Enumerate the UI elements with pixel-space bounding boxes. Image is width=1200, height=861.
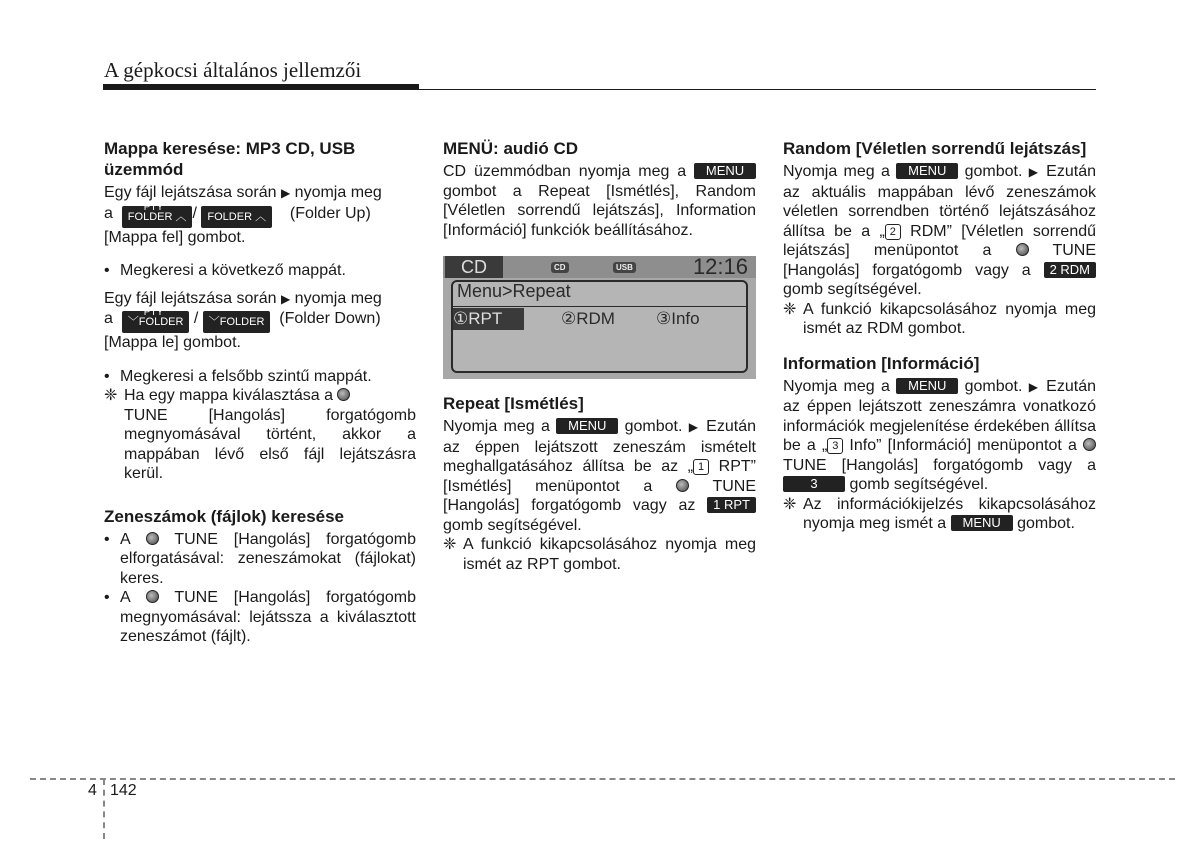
note	[443, 535, 756, 574]
section-heading-folder-search: Mappa keresése: MP3 CD, USB üzemmód	[104, 139, 356, 179]
info-3-button[interactable]: 3	[783, 476, 845, 492]
number-2-icon: 2	[885, 224, 901, 240]
pty-label: PTY	[143, 201, 164, 213]
lcd-mode-label: CD	[445, 256, 503, 278]
text: Egy fájl lejátszása során	[104, 289, 277, 307]
text: Egy fájl lejátszása során	[104, 184, 277, 201]
text: a	[104, 204, 113, 222]
rpt-button[interactable]: 1 RPT	[707, 497, 756, 513]
text: gomb segítségével.	[849, 476, 989, 493]
paragraph-menu	[443, 162, 756, 240]
usb-icon: USB	[613, 262, 636, 273]
page-header-title: A gépkocsi általános jellemzői	[104, 58, 362, 82]
paragraph-folder-down	[104, 289, 416, 353]
text: Nyomja meg a	[443, 418, 550, 435]
text: [Mappa le] gombot.	[104, 334, 241, 351]
note-icon: ❈	[783, 495, 797, 513]
folder-down-button[interactable]	[203, 311, 271, 333]
folder-label: FOLDER	[127, 210, 173, 223]
text: gombot.	[624, 418, 683, 435]
text: Megkeresi a felsőbb szintű mappát.	[120, 367, 372, 385]
text: TUNE [Hangolás] forgatógomb vagy a	[783, 456, 1096, 474]
list-item: • Megkeresi a következő mappát.	[104, 261, 416, 281]
column-left	[104, 138, 416, 647]
pty-folder-up-button[interactable]	[122, 201, 193, 228]
text: A funkció kikapcsolásához nyomja meg ismét az RDM gombot.	[803, 300, 1096, 337]
menu-button[interactable]: MENU	[556, 418, 618, 434]
folder-label: FOLDER	[138, 316, 184, 328]
paragraph-repeat	[443, 417, 756, 535]
note-icon: ❈	[783, 300, 797, 318]
text: /	[192, 204, 197, 222]
text: RPT” [Ismétlés] menüpontot a	[443, 458, 757, 495]
text: gombot.	[964, 377, 1023, 395]
text: Megkeresi a következő mappát.	[120, 262, 346, 279]
text: [Mappa fel] gombot.	[104, 228, 246, 246]
text: Info” [Információ] menüpontot a	[843, 437, 1077, 454]
lcd-divider	[453, 306, 746, 307]
lcd-clock: 12:16	[692, 254, 748, 279]
lcd-option-info: ③Info	[656, 309, 700, 328]
text: a	[104, 310, 113, 327]
text: Nyomja meg a	[783, 377, 890, 395]
header-rule-thin	[419, 89, 1096, 90]
text: TUNE [Hangolás] forgatógomb megnyomásával: lejátssza a kiválasztott zeneszámot (fájlt).	[120, 589, 416, 645]
text: Ezután az éppen lejátszott zeneszám ismételt meghallgatásához állítsa be az „	[443, 418, 756, 475]
number-1-icon: 1	[693, 459, 709, 475]
footer-rule	[30, 778, 1175, 780]
text: gombot.	[964, 163, 1023, 180]
text: Ezután az éppen lejátszott zeneszámra vonatkozó információk megjelenítése érdekében állítsa be a „	[783, 377, 1096, 454]
text: CD üzemmódban nyomja meg a	[443, 163, 687, 180]
text: TUNE [Hangolás] forgatógomb vagy az	[443, 477, 756, 514]
pty-folder-down-button[interactable]	[122, 307, 190, 333]
number-3-icon: 3	[827, 438, 843, 454]
paragraph-random	[783, 162, 1096, 300]
chevron-up-icon: ︿	[255, 210, 267, 223]
column-right	[783, 138, 1096, 534]
folder-label: FOLDER	[219, 316, 265, 328]
text: A funkció kikapcsolásához nyomja meg ismét az RPT gombot.	[463, 536, 756, 573]
tune-knob-icon	[146, 532, 159, 545]
play-icon: ▶	[688, 420, 700, 434]
column-middle	[443, 138, 756, 574]
paragraph-information	[783, 377, 1096, 495]
text: TUNE [Hangolás] forgatógomb elforgatásával: zeneszámokat (fájlokat) keres.	[120, 530, 416, 587]
list-item: • Megkeresi a felsőbb szintű mappát.	[104, 367, 416, 387]
lcd-option-rpt: ①RPT	[453, 308, 524, 330]
tune-knob-icon	[146, 590, 159, 603]
text: TUNE [Hangolás] forgatógomb vagy a	[783, 242, 1096, 279]
text: Ezután az aktuális mappában lévő zeneszámok véletlen sorrendben történő lejátszásához állítsa be a „	[783, 163, 1096, 240]
text: TUNE [Hangolás] forgatógomb megnyomásával történt, akkor a mappában lévő első fájl lejátszásra kerül.	[124, 406, 416, 482]
text: /	[193, 310, 199, 327]
note	[104, 386, 416, 484]
folder-label: FOLDER	[207, 210, 253, 223]
lcd-screen	[443, 256, 756, 379]
play-icon: ▶	[1028, 165, 1040, 179]
menu-button[interactable]: MENU	[896, 378, 958, 394]
text: gombot.	[1017, 515, 1075, 532]
chevron-down-icon: ﹀	[127, 316, 139, 328]
text: RDM” [Véletlen sorrendű lejátszás] menüpontot a	[783, 222, 1097, 259]
list-item: • A TUNE [Hangolás] forgatógomb megnyomásával: lejátssza a kiválasztott zeneszámot (fájlt).	[104, 589, 416, 645]
section-heading-repeat: Repeat [Ismétlés]	[443, 394, 584, 413]
tune-knob-icon	[337, 388, 350, 401]
tune-knob-icon	[676, 479, 689, 492]
text: A	[120, 589, 130, 606]
text: (Folder Up)	[289, 204, 371, 222]
text: nyomja meg	[294, 184, 382, 201]
text: gomb segítségével.	[783, 281, 922, 298]
play-icon: ▶	[280, 186, 291, 200]
text: nyomja meg	[294, 289, 382, 307]
pty-label: PTY	[143, 307, 164, 318]
section-heading-menu-audio-cd: MENÜ: audió CD	[443, 139, 579, 158]
note	[783, 495, 1096, 534]
cd-icon: CD	[551, 262, 569, 273]
play-icon: ▶	[280, 291, 291, 306]
header-rule-thick	[103, 84, 419, 90]
section-heading-track-search: Zeneszámok (fájlok) keresése	[104, 506, 345, 526]
text: Az információkijelzés kikapcsolásához nyomja meg ismét a	[803, 495, 1096, 532]
menu-button[interactable]: MENU	[896, 163, 958, 179]
note	[783, 300, 1096, 339]
section-heading-random: Random [Véletlen sorrendű lejátszás]	[783, 139, 1087, 158]
menu-button[interactable]: MENU	[694, 163, 756, 179]
text: gombot a Repeat [Ismétlés], Random [Véletlen sorrendű lejátszás], Information [Információ] funkciók beállításához.	[443, 182, 756, 239]
play-icon: ▶	[1028, 379, 1040, 394]
text: A	[120, 530, 130, 548]
text: gomb segítségével.	[443, 516, 582, 534]
lcd-menu-path: Menu>Repeat	[457, 281, 571, 301]
section-heading-information: Information [Információ]	[783, 353, 980, 373]
note-icon: ❈	[104, 387, 118, 404]
paragraph-folder-up	[104, 183, 416, 247]
tune-knob-icon	[1083, 438, 1096, 451]
page-number: 142	[110, 782, 137, 799]
footer-vertical-rule	[103, 779, 105, 839]
text: (Folder Down)	[279, 310, 381, 327]
chevron-down-icon: ﹀	[208, 316, 220, 328]
note-icon: ❈	[443, 536, 457, 553]
lcd-option-rdm: ②RDM	[561, 309, 615, 328]
lcd-menu-panel	[451, 280, 748, 373]
text: Ha egy mappa kiválasztása a	[124, 387, 333, 404]
folder-up-button[interactable]	[201, 206, 272, 228]
tune-knob-icon	[1016, 243, 1029, 256]
menu-button[interactable]: MENU	[951, 515, 1013, 531]
chapter-number: 4	[88, 782, 97, 799]
list-item: • A TUNE [Hangolás] forgatógomb elforgatásával: zeneszámokat (fájlokat) keres.	[104, 530, 416, 587]
rdm-button[interactable]: 2 RDM	[1044, 262, 1096, 278]
chevron-up-icon: ︿	[175, 210, 187, 223]
text: Nyomja meg a	[783, 163, 890, 180]
